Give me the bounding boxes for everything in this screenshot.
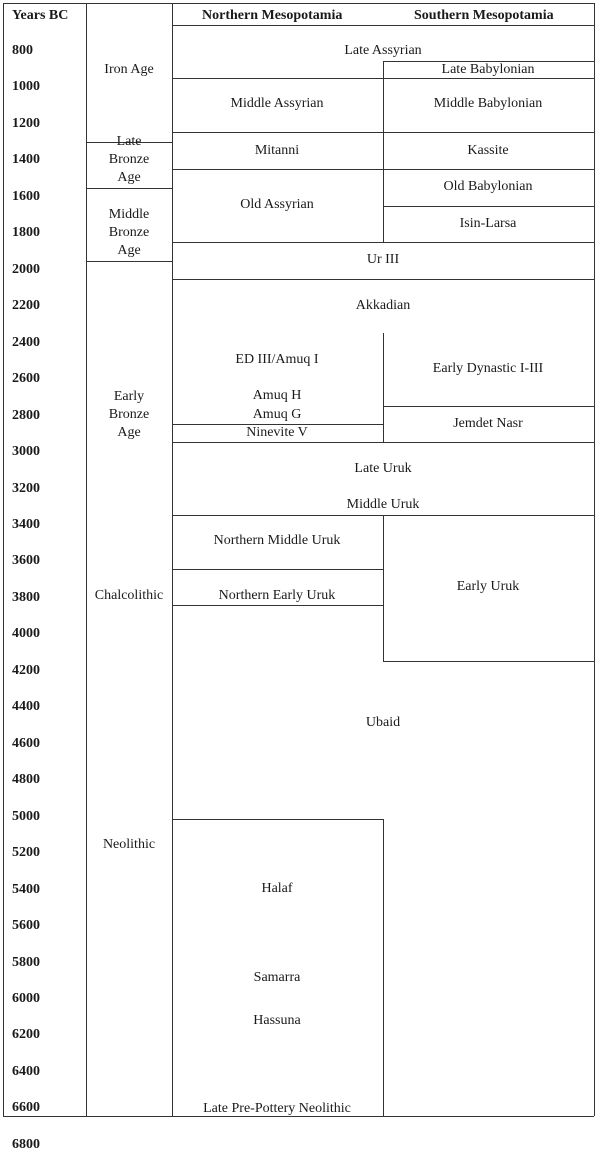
year-tick-label: 4400 xyxy=(12,699,40,715)
period-label-north: Late Pre-Pottery Neolithic xyxy=(203,1101,351,1116)
year-tick-label: 2800 xyxy=(12,407,40,423)
year-tick-label: 5200 xyxy=(12,845,40,861)
period-label-north: Mitanni xyxy=(254,143,300,158)
year-tick-label: 3800 xyxy=(12,589,40,605)
year-tick-label: 3200 xyxy=(12,480,40,496)
table-border-top xyxy=(3,3,594,4)
year-tick-label: 800 xyxy=(12,43,33,58)
year-tick-label: 3600 xyxy=(12,553,40,569)
year-tick-label: 5000 xyxy=(12,808,40,824)
year-tick-label: 5600 xyxy=(12,918,40,934)
period-divider xyxy=(383,406,594,407)
period-label-south: Early Uruk xyxy=(456,579,520,594)
year-tick-label: 3000 xyxy=(12,444,40,460)
year-tick-label: 5800 xyxy=(12,954,40,970)
period-divider xyxy=(172,279,594,280)
age-divider xyxy=(86,188,172,189)
period-label-both: Middle Uruk xyxy=(346,497,420,512)
year-tick-label: 6000 xyxy=(12,990,40,1006)
year-tick-label: 4600 xyxy=(12,735,40,751)
year-tick-label: 6200 xyxy=(12,1027,40,1043)
period-divider xyxy=(172,242,594,243)
year-tick-label: 4000 xyxy=(12,626,40,642)
year-tick-label: 1400 xyxy=(12,152,40,168)
period-label-both: Ur III xyxy=(366,252,400,267)
period-label-both: Akkadian xyxy=(355,298,411,313)
year-tick-label: 1600 xyxy=(12,188,40,204)
year-tick-label: 3400 xyxy=(12,516,40,532)
period-label-north: Amuq H xyxy=(252,388,302,403)
period-label-both: Late Assyrian xyxy=(344,43,422,58)
period-label-south: Isin-Larsa xyxy=(459,216,517,231)
period-label-north: Samarra xyxy=(253,970,301,985)
period-label-south: Kassite xyxy=(467,143,509,158)
year-tick-label: 2400 xyxy=(12,334,40,350)
period-label-south: Early Dynastic I-III xyxy=(432,361,544,376)
year-tick-label: 4200 xyxy=(12,662,40,678)
period-divider xyxy=(383,515,384,661)
age-divider xyxy=(86,261,172,262)
period-label-north: Northern Early Uruk xyxy=(218,588,336,603)
period-label-north: Northern Middle Uruk xyxy=(213,533,341,548)
year-tick-label: 5400 xyxy=(12,881,40,897)
period-label-north: Amuq G xyxy=(252,407,302,422)
period-label-south: Jemdet Nasr xyxy=(453,416,523,431)
period-divider xyxy=(383,333,384,442)
age-label: Chalcolithic xyxy=(94,588,164,603)
period-label-both: Ubaid xyxy=(365,715,401,730)
year-tick-label: 1000 xyxy=(12,79,40,95)
period-divider xyxy=(172,569,383,570)
period-label-south: Middle Babylonian xyxy=(433,96,543,111)
age-label: Early Bronze Age xyxy=(108,389,150,440)
year-tick-label: 1800 xyxy=(12,225,40,241)
period-divider xyxy=(383,61,384,132)
age-label: Late Bronze Age xyxy=(108,134,150,185)
period-label-north: Halaf xyxy=(261,881,293,896)
period-label-north: ED III/Amuq I xyxy=(235,352,319,367)
period-label-north: Old Assyrian xyxy=(240,197,314,212)
age-label: Middle Bronze Age xyxy=(108,207,150,258)
header-divider xyxy=(172,25,594,26)
age-label: Neolithic xyxy=(102,837,156,852)
year-tick-label: 6600 xyxy=(12,1100,40,1116)
period-divider xyxy=(172,819,383,820)
years-column-divider xyxy=(86,3,87,1116)
header-southern-mesopotamia: Southern Mesopotamia xyxy=(414,8,554,23)
header-years: Years BC xyxy=(12,8,69,23)
period-divider xyxy=(172,442,594,443)
period-label-both: Late Uruk xyxy=(354,461,412,476)
period-divider xyxy=(383,206,594,207)
period-divider xyxy=(383,132,384,242)
year-tick-label: 1200 xyxy=(12,115,40,131)
header-northern-mesopotamia: Northern Mesopotamia xyxy=(202,8,343,23)
period-label-north: Hassuna xyxy=(253,1013,301,1028)
period-label-north: Ninevite V xyxy=(246,425,308,440)
year-tick-label: 6800 xyxy=(12,1136,40,1152)
period-divider xyxy=(383,819,384,1116)
period-label-south: Old Babylonian xyxy=(443,179,533,194)
table-border-left xyxy=(3,3,4,1116)
table-border-right xyxy=(594,3,595,1116)
year-tick-label: 4800 xyxy=(12,772,40,788)
year-tick-label: 2200 xyxy=(12,298,40,314)
age-label: Iron Age xyxy=(104,62,154,77)
year-tick-label: 2000 xyxy=(12,261,40,277)
period-divider xyxy=(172,605,383,606)
period-label-north: Middle Assyrian xyxy=(230,96,324,111)
year-tick-label: 6400 xyxy=(12,1063,40,1079)
year-tick-label: 2600 xyxy=(12,371,40,387)
period-label-south: Late Babylonian xyxy=(441,62,535,77)
period-divider xyxy=(383,661,594,662)
